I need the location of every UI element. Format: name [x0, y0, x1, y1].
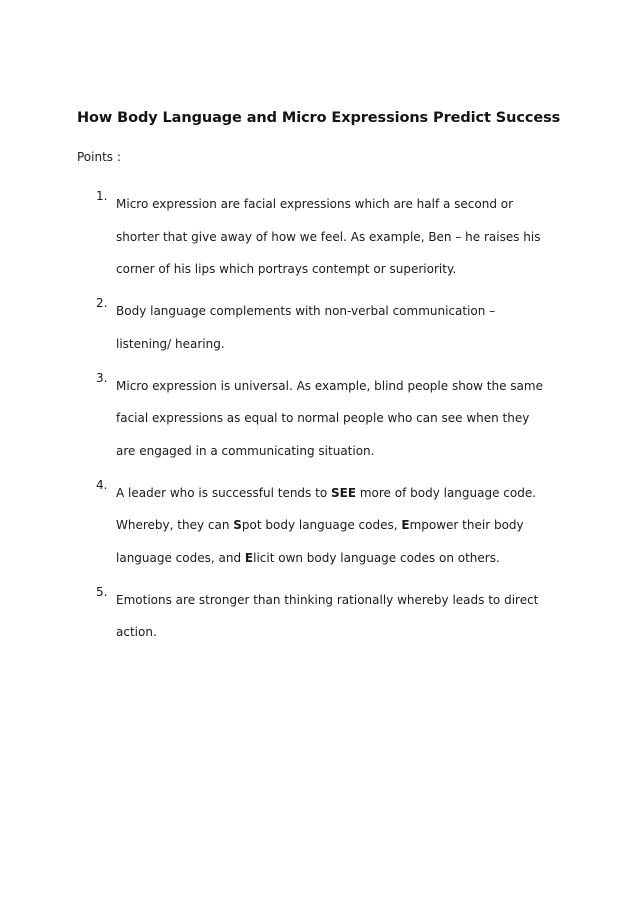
point-item-5	[96, 584, 566, 649]
point-item-2	[96, 295, 566, 360]
bold-letter-e: E	[244, 550, 254, 565]
text-segment: licit own body language codes on others.	[253, 550, 500, 565]
point-line: corner of his lips which portrays contempt or superiority.	[116, 262, 457, 276]
point-line	[116, 542, 566, 575]
bold-letter-e: E	[401, 518, 410, 532]
point-line: are engaged in a communicating situation.	[116, 443, 375, 458]
point-number: 4.	[96, 477, 108, 492]
text-segment: language codes, and	[116, 550, 245, 565]
point-number: 1.	[96, 189, 108, 203]
point-line: Micro expression is universal. As example, blind people show the same	[116, 378, 543, 393]
points-label: Points :	[77, 150, 121, 164]
bold-letter-s: S	[233, 518, 242, 532]
point-line: Body language complements with non-verbal communication –	[116, 304, 496, 318]
text-segment: A leader who is successful tends to	[116, 485, 331, 500]
point-line: shorter that give away of how we feel. As example, Ben – he raises his	[116, 229, 541, 244]
text-segment: pot body language codes,	[241, 518, 402, 532]
point-line: Micro expression are facial expressions which are half a second or	[116, 197, 514, 211]
point-number: 3.	[96, 370, 108, 385]
point-line	[116, 509, 566, 542]
points-list	[96, 188, 566, 658]
text-segment: Whereby, they can	[116, 518, 234, 532]
point-number: 5.	[96, 584, 108, 599]
point-line	[116, 477, 566, 510]
bold-acronym-see: SEE	[330, 485, 357, 500]
text-segment: more of body language code.	[356, 485, 537, 500]
point-line: listening/ hearing.	[116, 336, 225, 351]
point-number: 2.	[96, 296, 108, 310]
point-item-1	[96, 188, 566, 286]
document-title: How Body Language and Micro Expressions Predict Success	[77, 110, 561, 126]
text-segment: mpower their body	[409, 518, 524, 532]
point-line: action.	[116, 625, 157, 639]
point-line: facial expressions as equal to normal people who can see when they	[116, 411, 530, 425]
point-line: Emotions are stronger than thinking rationally whereby leads to direct	[116, 592, 539, 607]
point-item-3	[96, 370, 566, 468]
point-item-4	[96, 477, 566, 575]
